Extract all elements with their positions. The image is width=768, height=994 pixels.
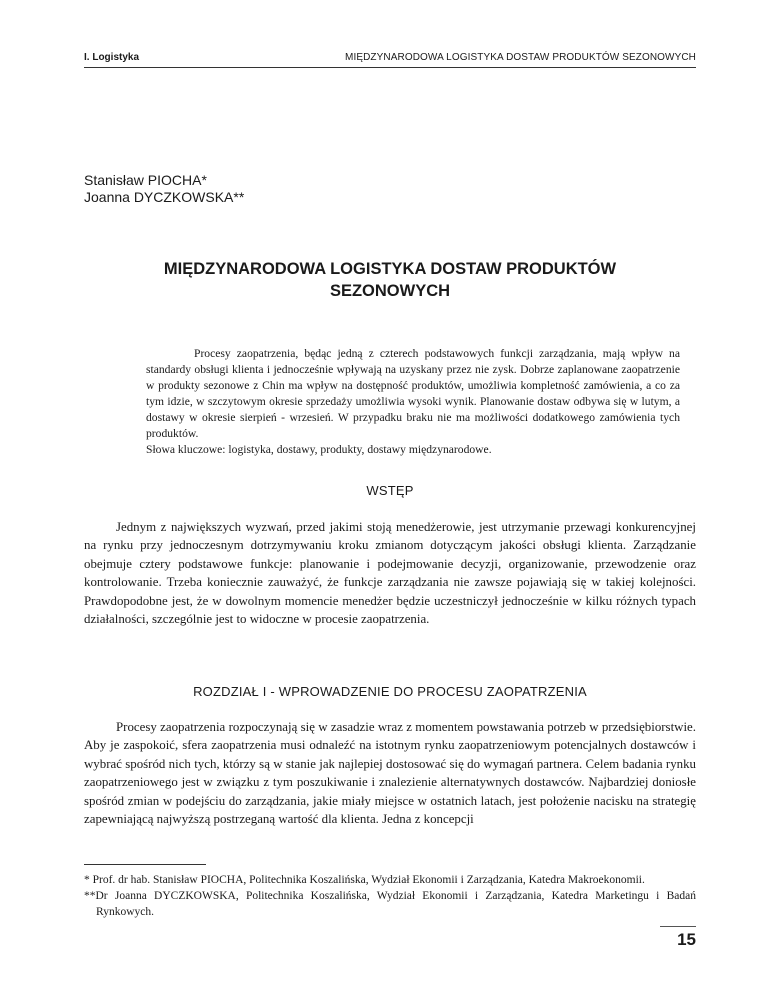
paper-title <box>84 258 696 302</box>
paper-title-line: MIĘDZYNARODOWA LOGISTYKA DOSTAW PRODUKTÓW <box>163 260 617 278</box>
footnote: **Dr Joanna DYCZKOWSKA, Politechnika Koszalińska, Wydział Ekonomii i Zarządzania, Katedra Marketingu i Badań Rynkowych. <box>84 890 696 918</box>
abstract-text: Procesy zaopatrzenia, będąc jedną z czterech podstawowych funkcji zarządzania, mają wpływ na standardy obsługi klienta i jednocześnie wpływają na uzyskany przez nie zysk. Dobrze zaplanowane zaopatrzenie w produkty sezonowe z Chin ma wpływ na dostępność produktów, umożliwia kompletność zamówienia, a co za tym idzie, w szczytowym okresie sprzedaży umożliwia wysoki wynik. Planowanie dostaw odbywa się w lutym, a dostawy w okresie sierpień - wrzesień. W przypadku braku nie ma możliwości dodatkowego zamówienia tych produktów. <box>146 347 680 440</box>
author-name: Stanisław PIOCHA* <box>84 172 207 188</box>
section-heading-chapter-1: ROZDZIAŁ I - WPROWADZENIE DO PROCESU ZAOPATRZENIA <box>193 684 587 699</box>
author-name: Joanna DYCZKOWSKA** <box>84 189 245 205</box>
running-title: MIĘDZYNARODOWA LOGISTYKA DOSTAW PRODUKTÓW SEZONOWYCH <box>345 52 696 63</box>
keywords: Słowa kluczowe: logistyka, dostawy, produkty, dostawy międzynarodowe. <box>146 443 492 456</box>
page-number: 15 <box>677 930 696 949</box>
page-number-rule <box>660 926 696 927</box>
section-label: I. Logistyka <box>84 52 140 63</box>
footnote-divider <box>84 864 206 865</box>
author-list <box>84 172 244 206</box>
intro-paragraph: Jednym z największych wyzwań, przed jakimi stoją menedżerowie, jest utrzymanie przewagi konkurencyjnej na rynku przy jednoczesnym dotrzymywaniu kroku zmianom dotyczącym jakości obsługi klienta. Zarządzanie obejmuje cztery podstawowe funkcje: planowanie i podejmowanie decyzji, organizowanie, przewodzenie oraz kontrolowanie. Trzeba koniecznie zauważyć, że funkcje zarządzania nie zawsze pojawiają się w takiej kolejności. Prawdopodobne jest, że w dowolnym momencie menedżer będzie uczestniczył jednocześnie w kilku różnych typach działalności, szczególnie jest to widoczne w procesie zaopatrzenia. <box>84 520 696 627</box>
footnotes <box>84 872 696 920</box>
header-divider <box>84 67 696 68</box>
chapter-1-paragraph: Procesy zaopatrzenia rozpoczynają się w zasadzie wraz z momentem powstawania potrzeb w przedsiębiorstwie. Aby je zaspokoić, sfera zaopatrzenia musi odnaleźć na istotnym rynku zaopatrzeniowym potencjalnych dostawców i wybrać spośród nich tych, którzy są w stanie jak najlepiej dostosować się do wymagań partnera. Celem badania rynku zaopatrzeniowego jest w związku z tym poszukiwanie i znalezienie alternatywnych dostawców. Najbardziej doniosłe spośród zmian w podejściu do zarządzania, jakie miały miejsce w ostatnich latach, jest położenie nacisku na strategię zapewniającą najwyższą postrzeganą wartość dla klienta. Jedna z koncepcji <box>84 720 696 827</box>
section-heading-intro: WSTĘP <box>366 483 414 498</box>
footnote: * Prof. dr hab. Stanisław PIOCHA, Politechnika Koszalińska, Wydział Ekonomii i Zarządzania, Katedra Makroekonomii. <box>84 874 645 886</box>
abstract <box>146 346 680 458</box>
paper-title-line: SEZONOWYCH <box>329 282 451 300</box>
